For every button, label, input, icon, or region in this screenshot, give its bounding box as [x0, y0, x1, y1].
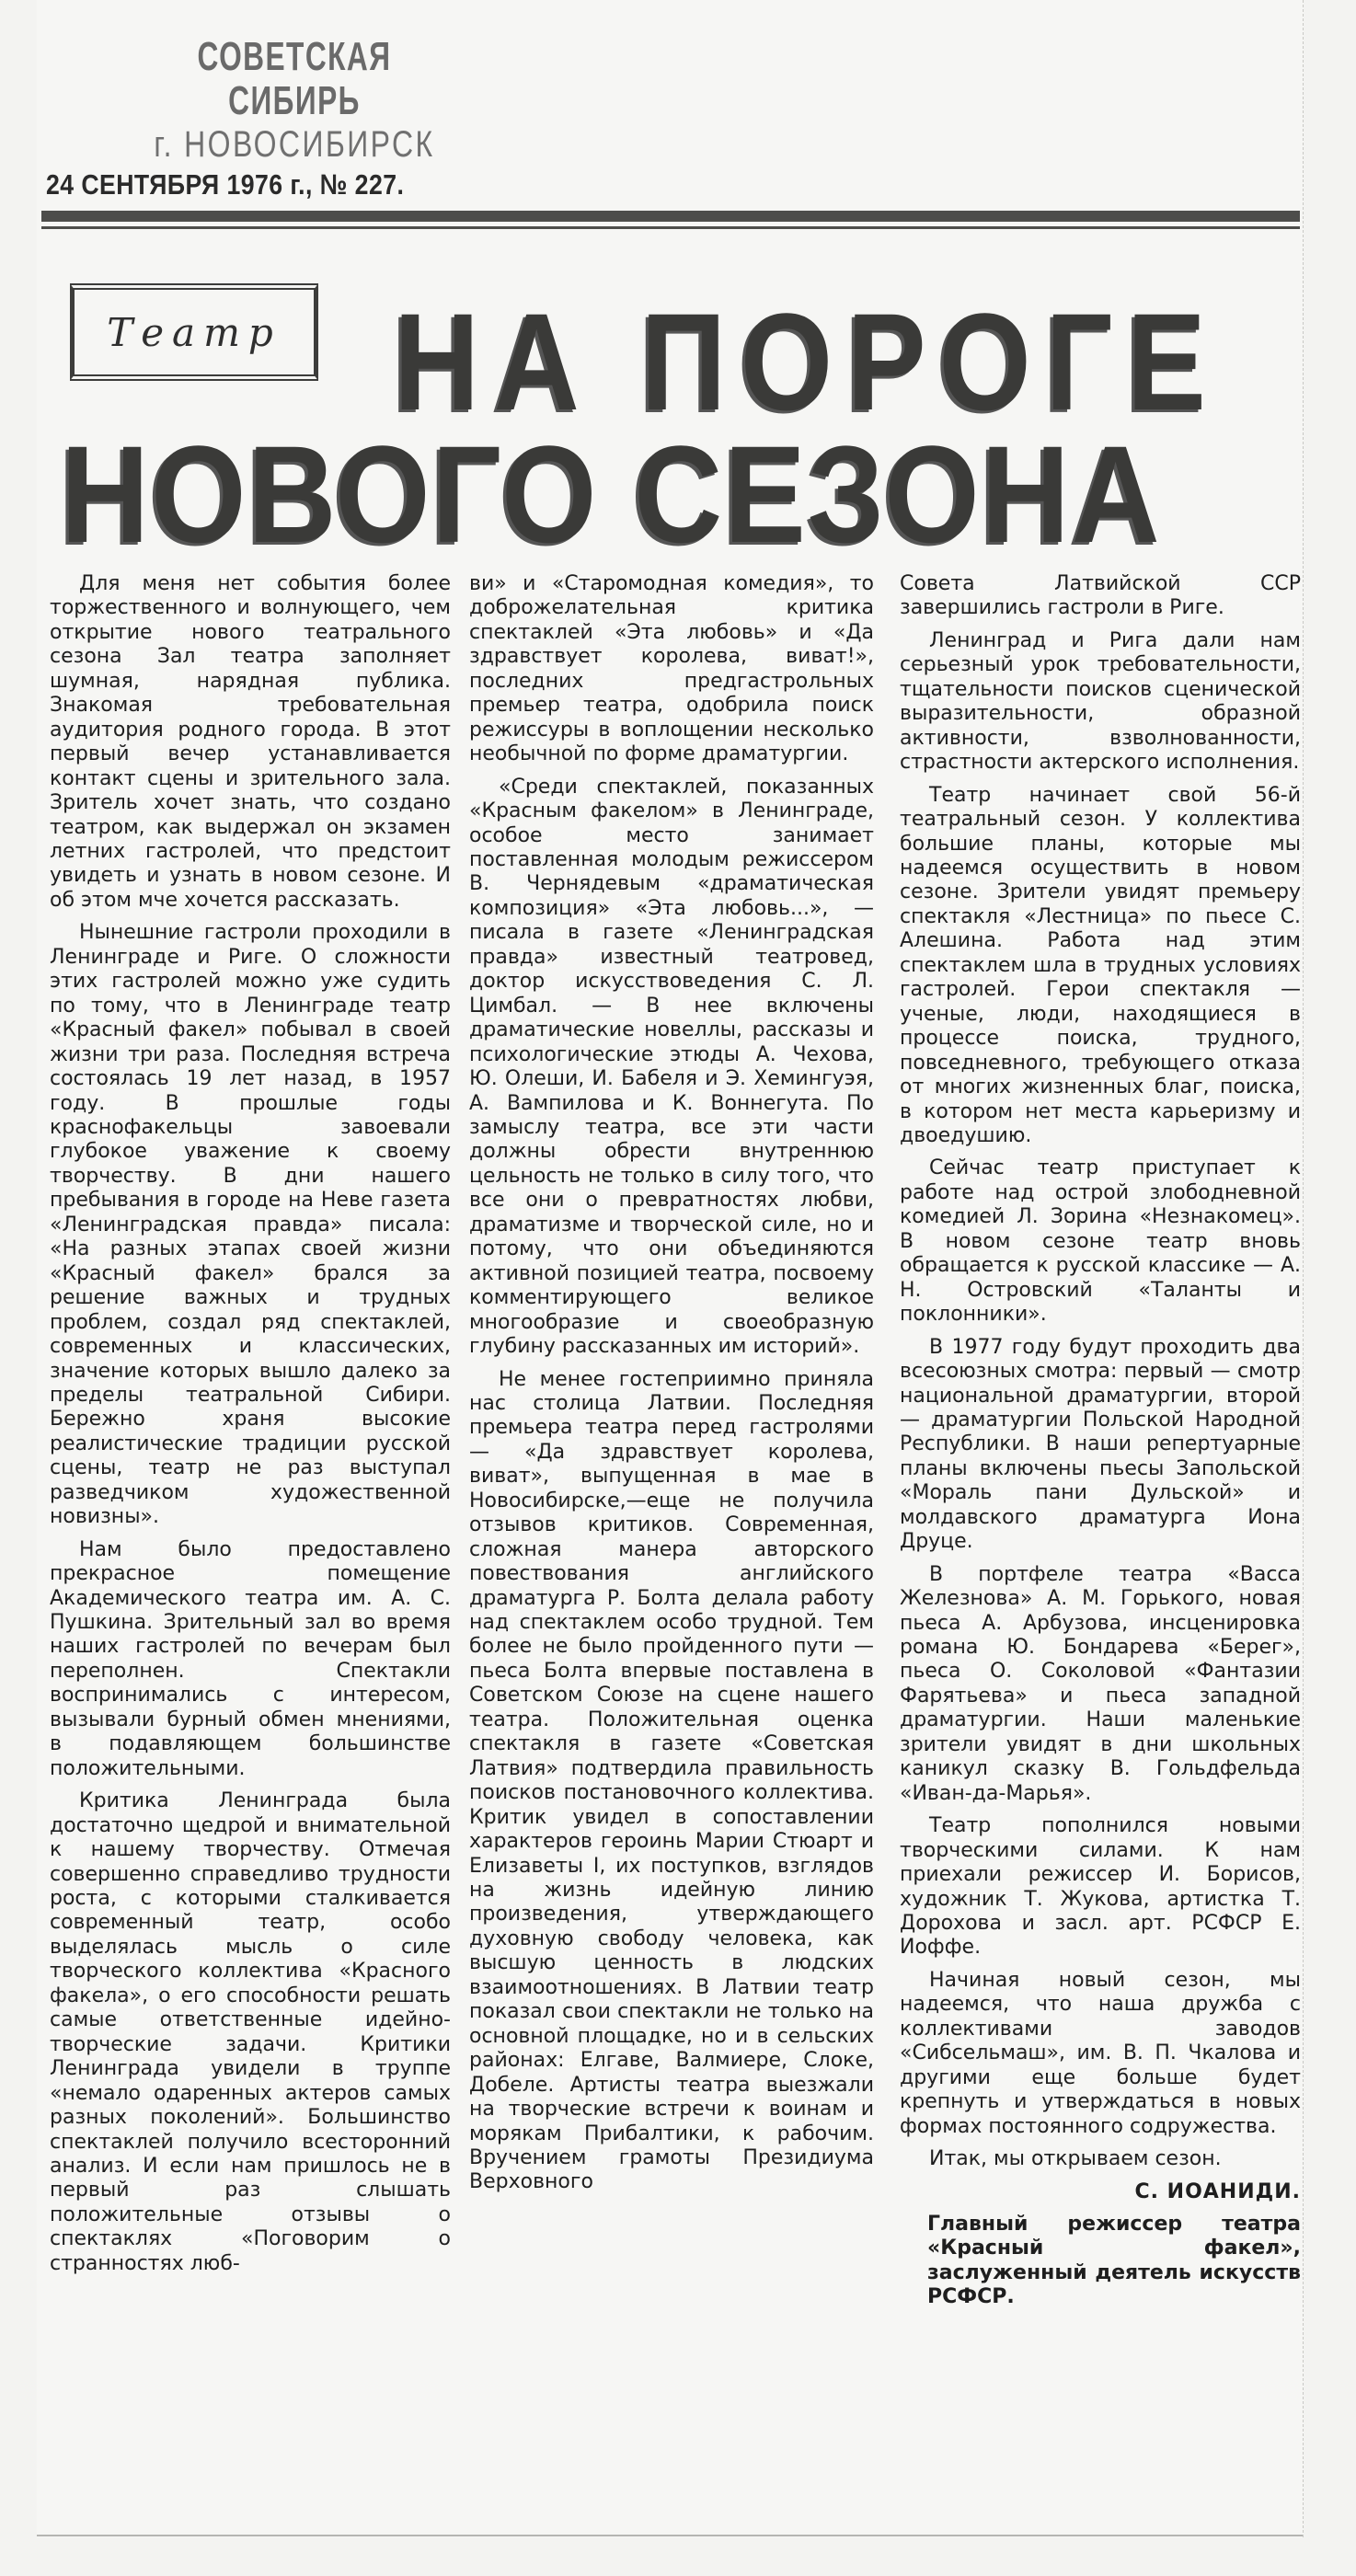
paragraph: ви» и «Старомодная комедия», то доброжелательная критика спектаклей «Эта любовь» и «Да здравствует королева, виват!», последних предгастрольных премьер театра, одобрила поиск режиссуры в воплощении несколько необычной по форме драматургии. — [469, 572, 874, 766]
header-rule-thin — [41, 226, 1300, 229]
paragraph: «Среди спектаклей, показанных «Красным факелом» в Ленинграде, особое место занимает поставленная молодым режиссером В. Чернядевым «драматическая композиция» «Эта любовь...», — писала в газете «Ленинградская правда» известный театровед, доктор искусствоведения С. Л. Цимбал. — В нее включены драматические новеллы, рассказы и психологические этюды А. Чехова, Ю. Олеши, И. Бабеля и Э. Хемингуэя, А. Вампилова и К. Воннегута. По замыслу театра, все эти части должны обрести внутреннюю цельность не только в силу того, что все они о превратностях любви, драматизме и творческой силе, но и потому, что они объединяются активной позицией театра, посвоему комментирующего великое многообразие и своеобразную глубину рассказанных им историй». — [469, 775, 874, 1359]
article-column-3 — [900, 572, 1301, 2318]
author-position: Главный режиссер театра «Красный факел», заслуженный деятель искусств РСФСР. — [927, 2213, 1301, 2309]
article-column-2 — [469, 572, 874, 2203]
author-signature: С. ИОАНИДИ. — [1134, 2179, 1301, 2203]
article-column-1 — [50, 572, 451, 2284]
newspaper-stamp — [101, 35, 488, 165]
paragraph: Нынешние гастроли проходили в Ленинграде и Риге. О сложности этих гастролей можно уже судить по тому, что в Ленинграде театр «Красный факел» побывал в своей жизни три раза. Последняя встреча состоялась 19 лет назад, в 1957 году. В прошлые годы краснофакельцы завоевали глубокое уважение к своему творчеству. В дни нашего пребывания в городе на Неве газета «Ленинградская правда» писала: «На разных этапах своей жизни «Красный факел» брался за решение важных и трудных проблем, создал ряд спектаклей, современных и классических, значение которых вышло далеко за пределы театральной Сибири. Бережно храня высокие реалистические традиции русской сцены, театр не раз выступал разведчиком художественной новизны». — [50, 921, 451, 1529]
header-rule-thick — [41, 211, 1300, 222]
paragraph: Театр пополнился новыми творческими силами. К нам приехали режиссер И. Борисов, художник Т. Жукова, артистка Т. Дорохова и засл. арт. РСФСР Е. Иоффе. — [900, 1814, 1301, 1960]
paragraph: В 1977 году будут проходить два всесоюзных смотра: первый — смотр национальной драматургии, второй — драматургии Польской Народной Республики. В наши репертуарные планы включены пьесы Запольской «Мораль пани Дульской» и молдавского драматурга Иона Друце. — [900, 1335, 1301, 1554]
paragraph: Критика Ленинграда была достаточно щедрой и внимательной к нашему творчеству. Отмечая совершенно справедливо трудности роста, с которыми сталкивается современный театр, особо выделялась мысль о силе творческого коллектива «Красного факела», о его способности решать самые ответственные идейно-творческие задачи. Критики Ленинграда увидели в труппе «немало одаренных актеров самых разных поколений». Большинство спектаклей получило всесторонний анализ. И если нам пришлось не в первый раз слышать положительные отзывы о спектаклях «Поговорим о странностях люб- — [50, 1789, 451, 2275]
newspaper-name: СОВЕТСКАЯ СИБИРЬ — [197, 34, 392, 124]
paragraph: Для меня нет события более торжественного и волнующего, чем открытие нового театрального сезона Зал театра заполняет шумная, нарядная публика. Знакомая требовательная аудитория родного города. В этот первый вечер устанавливается контакт сцены и зрительного зала. Зритель хочет знать, что создано театром, как выдержал он экзамен летних гастролей, что предстоит увидеть и узнать в новом сезоне. И об этом мче хочется рассказать. — [50, 572, 451, 912]
clipping-bottom-edge — [37, 2535, 1303, 2536]
paragraph: В портфеле театра «Васса Железнова» А. М. Горького, новая пьеса А. Арбузова, инсценировка романа Ю. Бондарева «Берег», пьеса О. Соколовой «Фантазии Фарятьева» и пьеса западной драматургии. Наши маленькие зрители увидят в дни школьных каникул сказку В. Гольдфельда «Иван-да-Марья». — [900, 1562, 1301, 1805]
rubric-label: Театр — [107, 309, 282, 355]
newspaper-city: г. НОВОСИБИРСК — [154, 123, 435, 165]
paragraph: Совета Латвийской ССР завершились гастроли в Риге. — [900, 572, 1301, 620]
rubric-box — [70, 283, 318, 381]
paragraph: Ленинград и Рига дали нам серьезный урок требовательности, тщательности поисков сценической выразительности, образной активности, взволнованности, страстности актерского исполнения. — [900, 628, 1301, 775]
paragraph: Сейчас театр приступает к работе над острой злободневной комедией Л. Зорина «Незнакомец». В новом сезоне театр вновь обращается к русской классике — А. Н. Островский «Таланты и поклонники». — [900, 1156, 1301, 1327]
paragraph: Итак, мы открываем сезон. — [929, 2147, 1222, 2171]
headline-line-1: НА ПОРОГЕ — [394, 284, 1221, 439]
issue-dateline: 24 СЕНТЯБРЯ 1976 г., № 227. — [46, 168, 405, 201]
paragraph: Нам было предоставлено прекрасное помещение Академического театра им. А. С. Пушкина. Зрительный зал во время наших гастролей по вечерам был переполнен. Спектакли воспринимались с интересом, вызывали бурный обмен мнениями, в подавляющем большинстве положительными. — [50, 1537, 451, 1780]
headline-line-2: НОВОГО СЕЗОНА — [61, 417, 1162, 571]
paragraph: Не менее гостеприимно приняла нас столица Латвии. Последняя премьера театра перед гастролями — «Да здравствует королева, виват», выпущенная в мае в Новосибирске,—еще не получила отзывов критиков. Современная, сложная манера авторского повествования английского драматурга Р. Болта делала работу над спектаклем особо трудной. Тем более не было пройденного пути — пьеса Болта впервые поставлена в Советском Союзе на сцене нашего театра. Положительная оценка спектакля в газете «Советская Латвия» подтвердила правильность поисков постановочного коллектива. Критик увидел в сопоставлении характеров героинь Марии Стюарт и Елизаветы I, их поступков, взглядов на жизнь идейную линию произведения, утверждающего духовную свободу человека, как высшую ценность в людских взаимоотношениях. В Латвии театр показал свои спектакли не только на основной площадке, но и в сельских районах: Елгаве, Валмиере, Слоке, Добеле. Артисты театра выезжали на творческие встречи к воинам и морякам Прибалтики, к рабочим. Вручением грамоты Президиума Верховного — [469, 1367, 874, 2194]
paragraph: Начиная новый сезон, мы надеемся, что наша дружба с коллективами заводов «Сибсельмаш», им. В. П. Чкалова и другими еще больше будет крепнуть и утверждаться в новых формах постоянного содружества. — [900, 1968, 1301, 2138]
paragraph: Театр начинает свой 56-й театральный сезон. У коллектива большие планы, которые мы надеемся осуществить в новом сезоне. Зрители увидят премьеру спектакля «Лестница» по пьесе С. Алешина. Работа над этим спектаклем шла в трудных условиях гастролей. Герои спектакля — ученые, люди, находящиеся в процессе поиска, трудного, повседневного, требующего отказа от многих жизненных благ, поиска, в котором нет места карьеризму и двоедушию. — [900, 783, 1301, 1147]
